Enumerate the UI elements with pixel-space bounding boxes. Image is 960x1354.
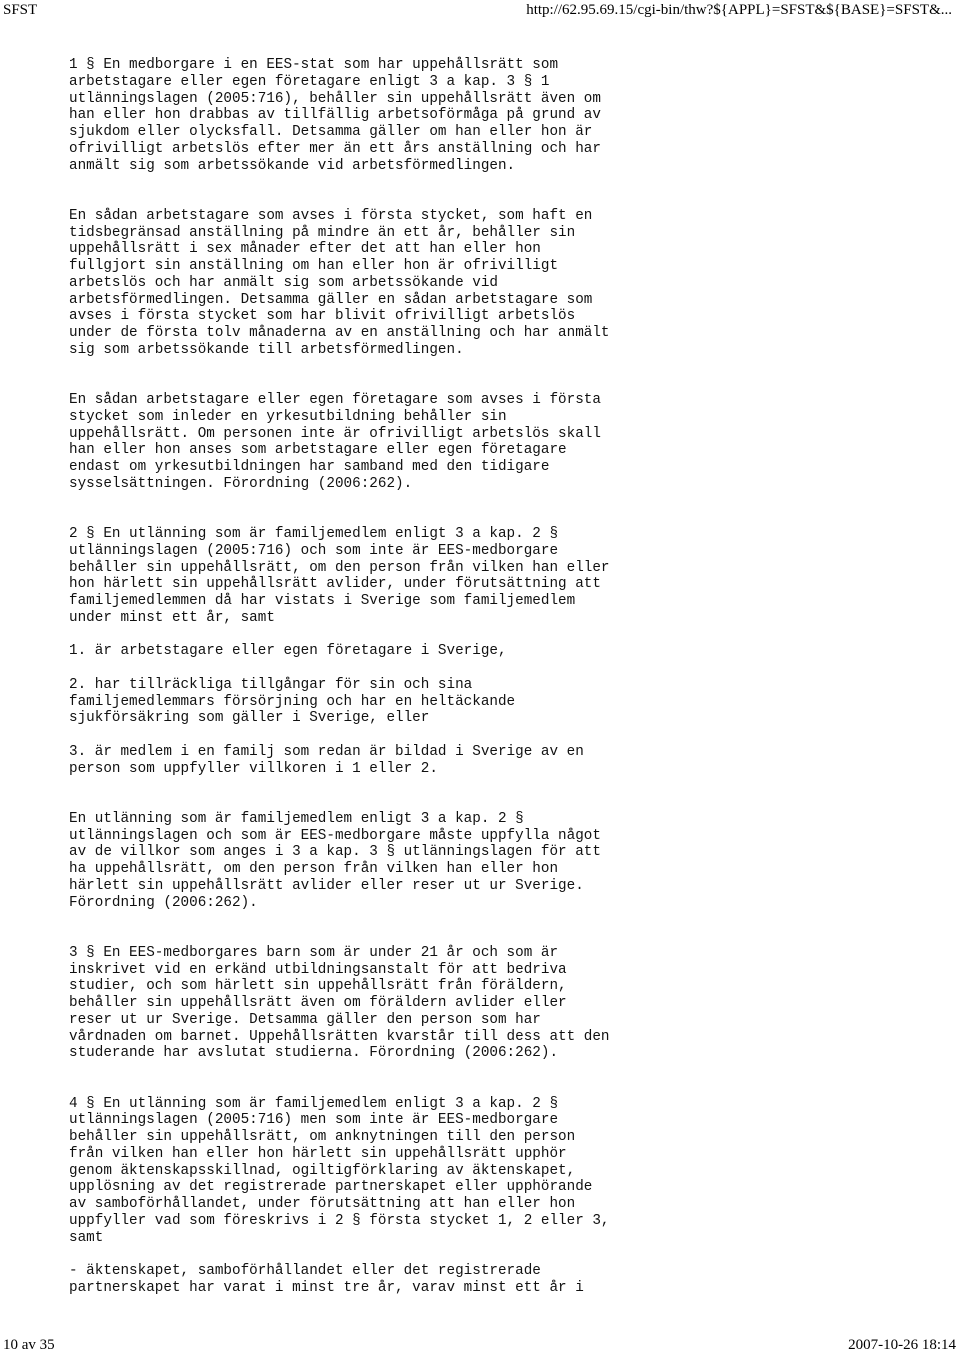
list-item-1: 1. är arbetstagare eller egen företagare i Sverige,	[69, 643, 507, 660]
page-number: 10 av 35	[3, 1337, 55, 1353]
paragraph-1-section-1-second: En sådan arbetstagare som avses i första stycket, som haft en tidsbegränsad anställning på mindre än ett år, behåller sin uppehållsrätt i sex månader efter det att han eller hon fullgjort sin anställning om han eller hon är ofrivilligt arbetslös och har anmält sig som arbetssökande vid arbetsförmedlingen. Detsamma gäller en sådan arbetstagare som avses i första stycket som har blivit ofrivilligt arbetslös under de första tolv månaderna av en anställning och har anmält sig som arbetssökande till arbetsförmedlingen.	[69, 207, 610, 358]
document-title: SFST	[3, 2, 38, 18]
list-item-2: 2. har tillräckliga tillgångar för sin och sina familjemedlemmars försörjning och har en heltäckande sjukförsäkring som gäller i Sverige, eller	[69, 676, 516, 727]
document-body	[69, 57, 949, 1313]
print-header	[0, 0, 960, 22]
print-timestamp: 2007-10-26 18:14	[848, 1337, 956, 1353]
print-footer	[0, 1336, 960, 1354]
paragraph-3-section-3: 3 § En EES-medborgares barn som är under 21 år och som är inskrivet vid en erkänd utbildningsanstalt för att bedriva studier, och som härlett sin uppehållsrätt från föräldern, behåller sin uppehållsrätt även om föräldern avlider eller reser ut ur Sverige. Detsamma gäller den person som har vårdnaden om barnet. Uppehållsrätten kvarstår till dess att den studerande har avslutat studierna. Förordning (2006:262).	[69, 944, 610, 1062]
paragraph-1-section-1-third: En sådan arbetstagare eller egen företagare som avses i första stycket som inleder en yrkesutbildning behåller sin uppehållsrätt. Om personen inte är ofrivilligt arbetslös skall han eller hon anses som arbetstagare eller egen företagare endast om yrkesutbildningen har samband med den tidigare sysselsättningen. Förordning (2006:262).	[69, 392, 601, 492]
paragraph-4-section-4: 4 § En utlänning som är familjemedlem enligt 3 a kap. 2 § utlänningslagen (2005:716) men som inte är EES-medborgare behåller sin uppehållsrätt, om anknytningen till den person från vilken han eller hon härlett sin uppehållsrätt upphör genom äktenskapsskillnad, ogiltigförklaring av äktenskapet, upplösning av det registrerade partnerskapet eller upphörande av samboförhållandet, under förutsättning att han eller hon uppfyller vad som föreskrivs i 2 § första stycket 1, 2 eller 3, samt	[69, 1095, 610, 1246]
paragraph-2-section-2: 2 § En utlänning som är familjemedlem enligt 3 a kap. 2 § utlänningslagen (2005:716) och som inte är EES-medborgare behåller sin uppehållsrätt, om den person från vilken han eller hon härlett sin uppehållsrätt avlider, under förutsättning att familjemedlemmen då har vistats i Sverige som familjemedlem under minst ett år, samt	[69, 526, 610, 626]
paragraph-1-section-1: 1 § En medborgare i en EES-stat som har uppehållsrätt som arbetstagare eller egen företagare enligt 3 a kap. 3 § 1 utlänningslagen (2005:716), behåller sin uppehållsrätt även om han eller hon drabbas av tillfällig arbetsoförmåga på grund av sjukdom eller olycksfall. Detsamma gäller om han eller hon är ofrivilligt arbetslös efter mer än ett års anställning och har anmält sig som arbetssökande vid arbetsförmedlingen.	[69, 57, 601, 174]
paragraph-2-section-2-second: En utlänning som är familjemedlem enligt 3 a kap. 2 § utlänningslagen och som är EES-medborgare måste uppfylla något av de villkor som anges i 3 a kap. 3 § utlänningslagen för att ha uppehållsrätt, om den person från vilken han eller hon härlett sin uppehållsrätt avlider eller reser ut ur Sverige. Förordning (2006:262).	[69, 810, 601, 911]
document-url: http://62.95.69.15/cgi-bin/thw?${APPL}=SFST&${BASE}=SFST&...	[526, 2, 952, 18]
list-item-dash: - äktenskapet, samboförhållandet eller det registrerade partnerskapet har varat i minst tre år, varav minst ett år i	[69, 1263, 584, 1296]
list-item-3: 3. är medlem i en familj som redan är bildad i Sverige av en person som uppfyller villkoren i 1 eller 2.	[69, 743, 584, 777]
